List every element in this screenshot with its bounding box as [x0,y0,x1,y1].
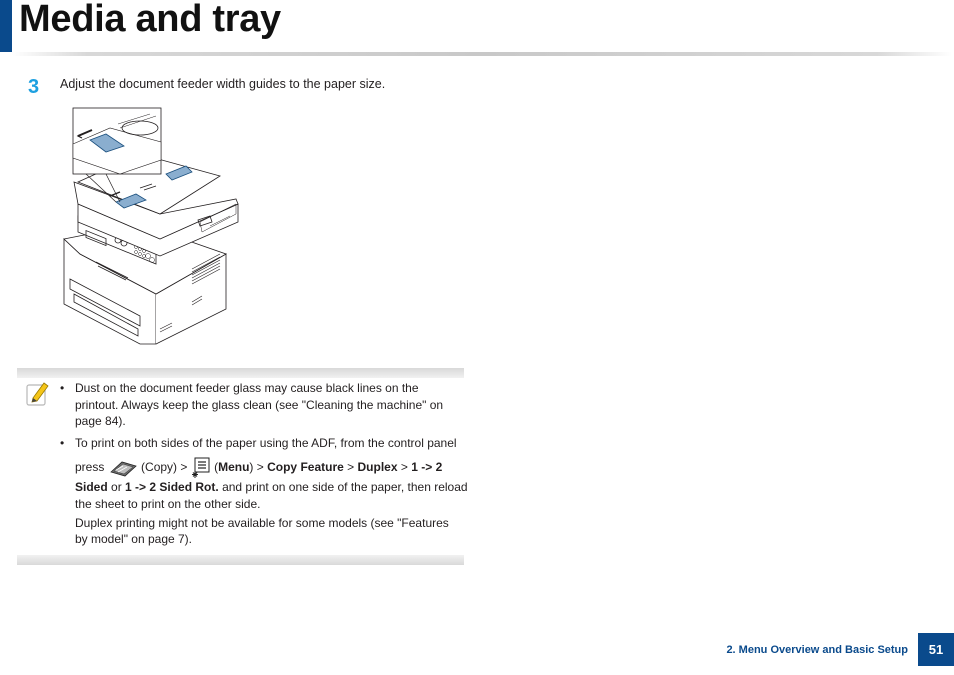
footer-chapter-title: 2. Menu Overview and Basic Setup [726,644,908,656]
separator-2: > [400,460,408,474]
bullet-1: • [60,381,65,395]
step-number: 3 [28,76,40,98]
note-item1-line1: Dust on the document feeder glass may cause black lines on the [75,381,419,395]
option-1-2-sided-start: 1 -> 2 [411,460,443,474]
menu-close-paren: ) > [249,460,264,474]
note-item2-line3 [75,479,468,495]
menu-icon [191,457,211,479]
note-item2-line4: the sheet to print on the other side. [75,497,261,511]
menu-label: Menu [218,460,250,474]
separator-1: > [347,460,355,474]
press-text: press [75,460,105,474]
note-panel [17,368,468,565]
duplex-label: Duplex [357,460,398,474]
note-item1-line2: printout. Always keep the glass clean (see "Cleaning the machine" on [75,398,444,412]
or-text: or [111,480,122,494]
note-bottom-rule [17,555,464,565]
note-top-rule [17,368,464,378]
page-number: 51 [918,633,954,666]
title-divider [12,52,952,56]
instruction-rest: and print on one side of the paper, then reload [222,480,468,494]
note-item2-line5: Duplex printing might not be available for some models (see "Features [75,516,449,530]
printer-adf-illustration [60,104,245,349]
note-pencil-icon [24,379,50,407]
copy-feature-label: Copy Feature [267,460,344,474]
note-item1-line3: page 84). [75,414,126,428]
bullet-2: • [60,436,65,450]
option-1-2-sided-end: Sided [75,480,108,494]
page-title: Media and tray [19,0,281,40]
header-accent-bar [0,0,12,52]
copy-label: (Copy) > [141,460,188,474]
menu-open-paren: ( [214,460,219,474]
note-item2-line6: by model" on page 7). [75,532,192,546]
note-item2-line2 [75,456,442,479]
copy-icon [108,458,138,478]
step-instruction: Adjust the document feeder width guides to the paper size. [60,77,386,91]
option-1-2-sided-rot: 1 -> 2 Sided Rot. [125,480,219,494]
note-item2-line1: To print on both sides of the paper using the ADF, from the control panel [75,436,457,450]
